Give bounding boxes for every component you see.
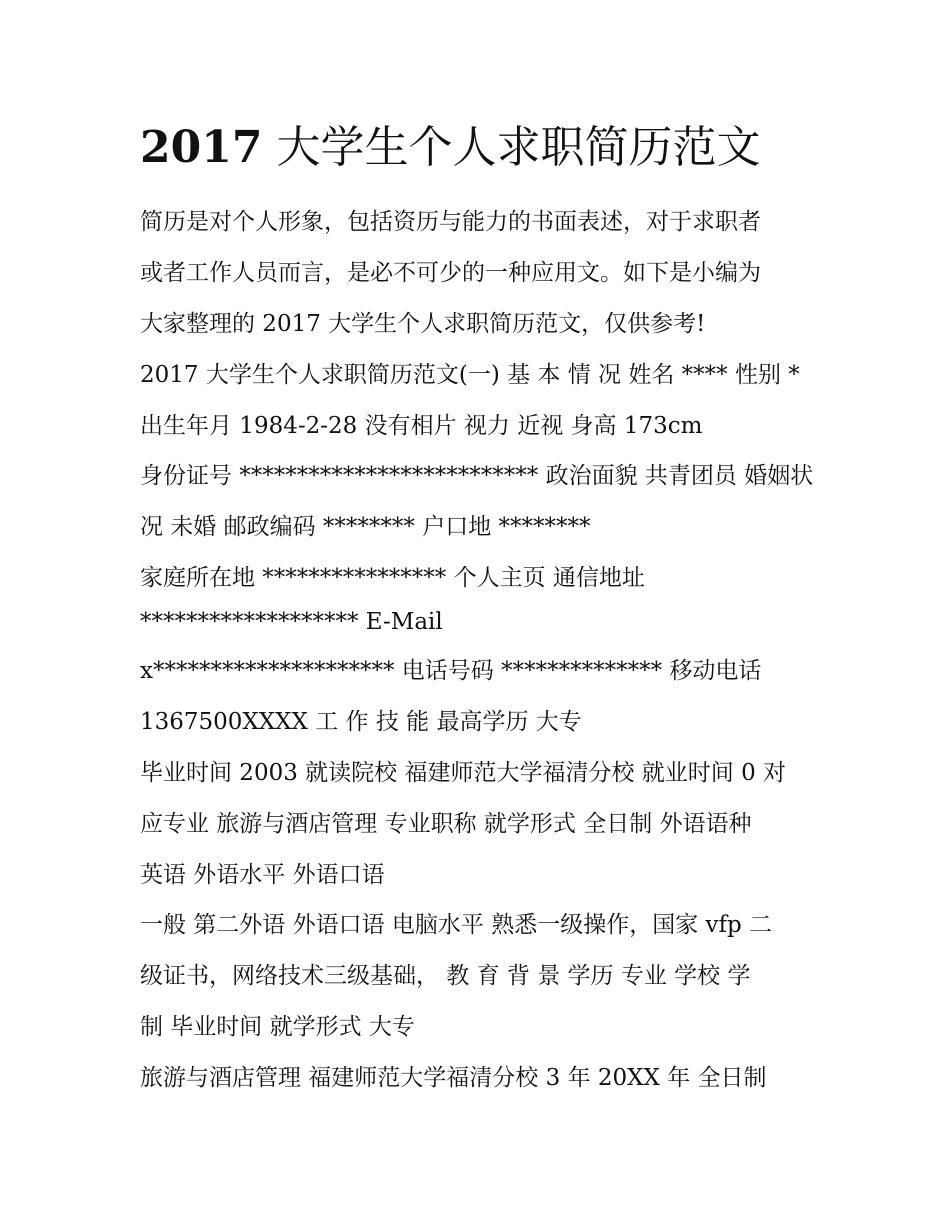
body-line: 1367500XXXX 工 作 技 能 最高学历 大专 bbox=[140, 709, 582, 735]
body-line: x********************* 电话号码 ************** 移动电话 bbox=[140, 658, 762, 684]
body-line: 家庭所在地 **************** 个人主页 通信地址 bbox=[140, 565, 645, 591]
body-line: 身份证号 ************************** 政治面貌 共青团员 婚姻状 bbox=[140, 463, 814, 489]
body-line: 或者工作人员而言，是必不可少的一种应用文。如下是小编为 bbox=[140, 260, 761, 286]
body-line: 制 毕业时间 就学形式 大专 bbox=[140, 1014, 415, 1040]
body-line: 毕业时间 2003 就读院校 福建师范大学福清分校 就业时间 0 对 bbox=[140, 760, 787, 786]
body-line: ******************* E-Mail bbox=[140, 609, 443, 635]
title-year: 2017 bbox=[140, 122, 263, 173]
body-line: 英语 外语水平 外语口语 bbox=[140, 862, 385, 888]
body-line: 2017 大学生个人求职简历范文(一) 基 本 情 况 姓名 **** 性别 * bbox=[140, 362, 800, 388]
body-line: 级证书，网络技术三级基础， 教 育 背 景 学历 专业 学校 学 bbox=[140, 963, 751, 989]
body-line: 出生年月 1984-2-28 没有相片 视力 近视 身高 173cm bbox=[140, 413, 703, 439]
document-title bbox=[140, 118, 840, 178]
title-text: 大学生个人求职简历范文 bbox=[262, 122, 761, 173]
body-line: 况 未婚 邮政编码 ******** 户口地 ******** bbox=[140, 514, 591, 540]
body-line: 旅游与酒店管理 福建师范大学福清分校 3 年 20XX 年 全日制 bbox=[140, 1065, 767, 1091]
body-line: 大家整理的 2017 大学生个人求职简历范文，仅供参考! bbox=[140, 311, 706, 337]
body-line: 应专业 旅游与酒店管理 专业职称 就学形式 全日制 外语语种 bbox=[140, 811, 752, 837]
body-line: 一般 第二外语 外语口语 电脑水平 熟悉一级操作，国家 vfp 二 bbox=[140, 912, 773, 938]
body-line: 简历是对个人形象，包括资历与能力的书面表述，对于求职者 bbox=[140, 209, 761, 235]
